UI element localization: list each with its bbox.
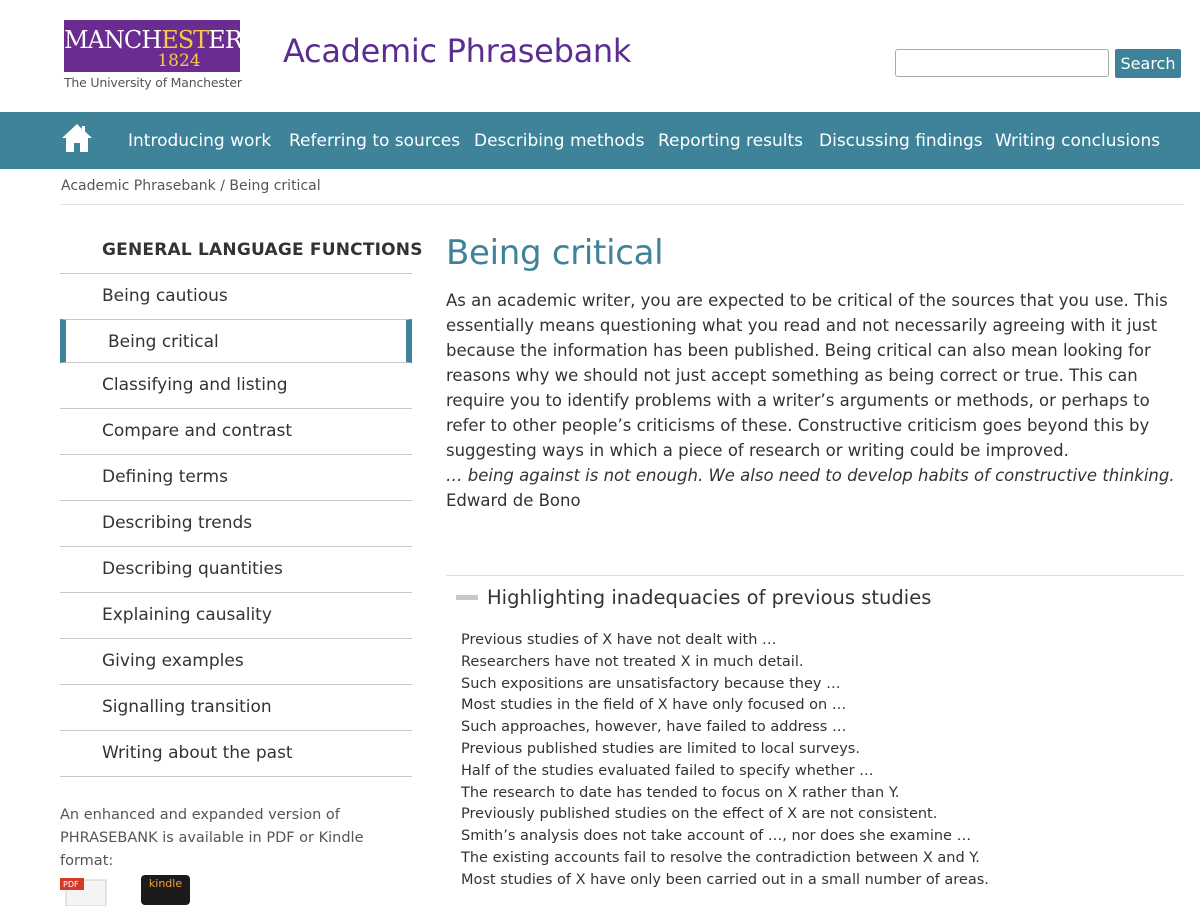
sidebar-item-being-cautious[interactable]: [60, 274, 412, 320]
sidebar-item-label: Compare and contrast: [102, 421, 293, 441]
page-title: Being critical: [446, 233, 664, 273]
phrase-item: The research to date has tended to focus on X rather than Y.: [461, 784, 900, 801]
sidebar-item-giving-examples[interactable]: [60, 639, 412, 685]
promo-text: An enhanced and expanded version of PHRASEBANK is available in PDF or Kindle format:: [60, 807, 364, 869]
main-nav: [0, 112, 1200, 169]
phrase-item: Previous studies of X have not dealt with …: [461, 632, 777, 648]
logo-wordmark: MANCHESTER: [64, 26, 242, 54]
sidebar-item-label: Describing quantities: [102, 559, 283, 579]
phrase-list: [461, 630, 1181, 892]
breadcrumb[interactable]: Academic Phrasebank / Being critical: [61, 178, 321, 194]
sidebar-item-label: Signalling transition: [102, 697, 272, 717]
sidebar-heading: GENERAL LANGUAGE FUNCTIONS: [60, 228, 412, 274]
search-button[interactable]: Search: [1115, 49, 1181, 78]
section-title[interactable]: Highlighting inadequacies of previous studies: [487, 586, 932, 609]
phrase-item: Most studies of X have only been carried out in a small number of areas.: [461, 871, 989, 888]
nav-writing-conclusions[interactable]: Writing conclusions: [995, 131, 1161, 151]
sidebar-item-label: Classifying and listing: [102, 375, 288, 395]
phrase-item: The existing accounts fail to resolve the contradiction between X and Y.: [461, 849, 980, 866]
phrase-item: Most studies in the field of X have only focused on …: [461, 697, 847, 714]
sidebar-item-compare-and-contrast[interactable]: [60, 409, 412, 455]
phrase-item: Researchers have not treated X in much detail.: [461, 653, 804, 670]
logo-year: 1824: [157, 51, 201, 71]
phrase-item: Previously published studies on the effect of X are not consistent.: [461, 806, 938, 823]
search-input[interactable]: [895, 49, 1109, 77]
home-icon[interactable]: [61, 122, 93, 154]
nav-referring-to-sources[interactable]: Referring to sources: [289, 131, 461, 151]
sidebar-item-label: Describing trends: [102, 513, 253, 533]
quote-author: Edward de Bono: [446, 491, 581, 510]
sidebar-item-explaining-causality[interactable]: [60, 593, 412, 639]
sidebar-item-describing-trends[interactable]: [60, 501, 412, 547]
nav-reporting-results[interactable]: Reporting results: [658, 131, 803, 151]
quote-text: … being against is not enough. We also need to develop habits of constructive thinking.: [446, 466, 1175, 485]
nav-discussing-findings[interactable]: Discussing findings: [819, 131, 983, 151]
sidebar-item-signalling-transition[interactable]: [60, 685, 412, 731]
phrase-item: Previous published studies are limited to local surveys.: [461, 740, 860, 757]
sidebar-item-being-critical[interactable]: [60, 319, 412, 363]
sidebar-item-describing-quantities[interactable]: [60, 547, 412, 593]
phrase-item: Such expositions are unsatisfactory because they …: [461, 675, 841, 692]
sidebar-item-label: Writing about the past: [102, 743, 293, 763]
phrase-item: Such approaches, however, have failed to address …: [461, 719, 847, 736]
phrase-item: Smith’s analysis does not take account of …, nor does she examine …: [461, 828, 972, 845]
sidebar: [60, 228, 423, 777]
sidebar-item-label: Being critical: [108, 332, 219, 352]
site-title[interactable]: Academic Phrasebank: [283, 32, 632, 70]
university-logo[interactable]: [64, 20, 240, 92]
collapse-icon[interactable]: [456, 595, 478, 600]
sidebar-item-classifying-and-listing[interactable]: [60, 363, 412, 409]
sidebar-item-label: Giving examples: [102, 651, 244, 671]
pdf-download-icon[interactable]: [60, 876, 108, 906]
nav-introducing-work[interactable]: Introducing work: [128, 131, 272, 151]
section-divider: [446, 575, 1184, 576]
sidebar-item-defining-terms[interactable]: [60, 455, 412, 501]
sidebar-item-label: Being cautious: [102, 286, 228, 306]
breadcrumb-divider: [60, 204, 1184, 205]
kindle-download-icon[interactable]: kindle: [141, 875, 190, 905]
logo-box: [64, 20, 240, 72]
logo-subtitle: The University of Manchester: [64, 75, 242, 90]
intro-paragraph: As an academic writer, you are expected to be critical of the sources that you use. This essentially means questioning what you read and not necessarily agreeing with it just because the information has been published. Being critical can also mean looking for reasons why we should not just accept something as being correct or true. This can require you to identify problems with a writer’s arguments or methods, or perhaps to refer to other people’s criticisms of these. Constructive criticism goes beyond this by suggesting ways in which a piece of research or writing could be improved.: [446, 291, 1168, 460]
sidebar-item-label: Explaining causality: [102, 605, 272, 625]
phrase-item: Half of the studies evaluated failed to specify whether …: [461, 762, 874, 779]
sidebar-item-writing-about-the-past[interactable]: [60, 731, 412, 777]
site-header: [0, 0, 1200, 112]
sidebar-item-label: Defining terms: [102, 467, 228, 487]
nav-describing-methods[interactable]: Describing methods: [474, 131, 645, 151]
svg-text:PDF: PDF: [63, 880, 79, 889]
